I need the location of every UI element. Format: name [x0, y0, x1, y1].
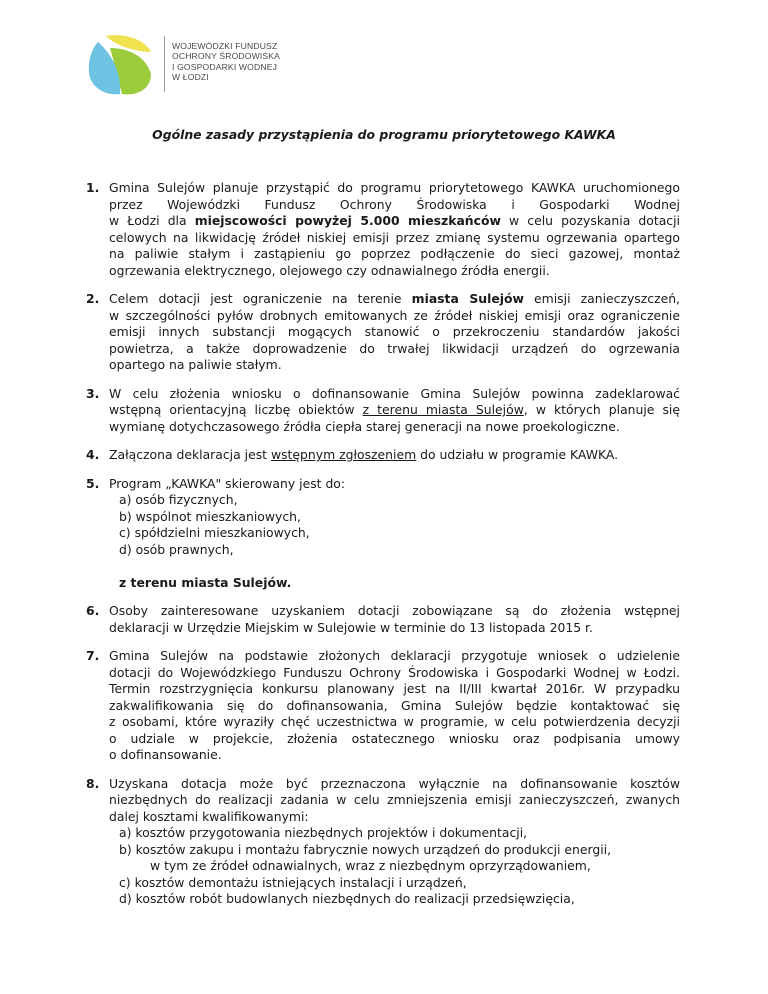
underlined-text: wstępnym zgłoszeniem: [270, 447, 417, 462]
rule-text-line: ogrzewania elektrycznego, olejowego czy odnawialnego źródła energii.: [109, 262, 550, 278]
text-run: w Łodzi dla: [109, 213, 195, 228]
rule-text-line: z osobami, które wyraziły chęć uczestnictwa w programie, w celu potwierdzenia decyzji: [109, 714, 680, 729]
logo-mark-icon: [88, 34, 152, 96]
rule-text-line: wymianę dotychczasowego źródła ciepła starej generacji na nowe proekologiczne.: [109, 418, 620, 434]
rule-number: 3.: [86, 385, 100, 401]
rule-number: 1.: [86, 180, 100, 195]
rule-text-line: w szczególności pyłów drobnych emitowanych ze źródeł niskiej emisji oraz ograniczenie: [109, 307, 680, 323]
rule-number: 8.: [86, 775, 100, 791]
rule-item-3: [86, 386, 680, 436]
rule-text-line: W celu złożenia wniosku o dofinansowanie Gmina Sulejów powinna zadeklarować: [109, 385, 680, 401]
rule-number: 6.: [86, 603, 100, 618]
text-run: w celu pozyskania dotacji: [500, 213, 680, 228]
rule-text-line: Gmina Sulejów planuje przystąpić do programu priorytetowego KAWKA uruchomionego: [109, 180, 680, 195]
rule-text-line: deklaracji w Urzędzie Miejskim w Sulejowie w terminie do 13 listopada 2015 r.: [109, 619, 593, 635]
rule-item-8: [86, 776, 680, 908]
text-run: emisji zanieczyszczeń,: [523, 291, 680, 306]
rule-text-line: emisji innych substancji mogących stanowić o przekroczeniu standardów jakości: [109, 324, 680, 339]
rule-text-line: dotacji do Wojewódzkiego Funduszu Ochrony Środowiska i Gospodarki Wodnej w Łodzi.: [109, 664, 680, 680]
rule-text-line: Program „KAWKA" skierowany jest do:: [109, 475, 346, 491]
logo-divider: [164, 36, 165, 92]
rule-text-line: [109, 402, 680, 419]
rule-item-1: [86, 180, 680, 279]
rule-text-line: o udziale w projekcie, złożenia ostatecznego wniosku oraz podpisania umowy: [109, 730, 680, 746]
sub-item: d) osób prawnych,: [119, 541, 234, 557]
logo-text: [172, 41, 280, 83]
sub-item: b) kosztów zakupu i montażu fabrycznie nowych urządzeń do produkcji energii,: [119, 841, 612, 857]
rule-item-4: [86, 447, 680, 464]
sub-item: c) spółdzielni mieszkaniowych,: [119, 525, 310, 540]
rule-text-line: opartego na paliwie stałym.: [109, 357, 282, 372]
text-run: do udziału w programie KAWKA.: [416, 447, 619, 462]
logo-line-1: WOJEWÓDZKI FUNDUSZ: [172, 41, 278, 51]
rule-item-6: [86, 603, 680, 636]
bold-text: miejscowości powyżej 5.000 mieszkańców: [194, 213, 501, 228]
sub-item-continuation: w tym ze źródeł odnawialnych, wraz z niezbędnym oprzyrządowaniem,: [150, 858, 591, 873]
rule-text-line: zakwalifikowania się do dofinansowania, Gmina Sulejów będzie kontaktować się: [109, 697, 680, 713]
sub-item: d) kosztów robót budowlanych niezbędnych do realizacji przedsięwzięcia,: [119, 891, 575, 906]
rule-text-line: Uzyskana dotacja może być przeznaczona wyłącznie na dofinansowanie kosztów: [109, 775, 680, 791]
text-run: wstępną orientacyjną liczbę obiektów: [109, 402, 363, 417]
rule-number: 7.: [86, 648, 100, 663]
bold-closing: [109, 575, 680, 592]
text-run: , w których planuje się: [523, 402, 681, 417]
rule-number: 2.: [86, 291, 100, 306]
rule-text-line: [109, 291, 680, 308]
rule-text-line: celowych na likwidację źródeł niskiej emisji przez zmianę systemu ogrzewania opartego: [109, 229, 680, 245]
bold-text: z terenu miasta Sulejów.: [119, 574, 292, 590]
text-run: Celem dotacji jest ograniczenie na terenie: [109, 291, 412, 306]
logo-line-3: I GOSPODARKI WODNEJ: [172, 61, 278, 72]
rule-text-line: Gmina Sulejów na podstawie złożonych deklaracji przygotuje wniosek o udzielenie: [109, 648, 680, 663]
rule-text-line: na paliwie stałym i zastąpieniu go poprzez podłączenie do sieci gazowej, montaż: [109, 246, 680, 261]
rule-item-2: [86, 291, 680, 374]
logo-line-4: W ŁODZI: [172, 72, 209, 83]
rule-text-line: o dofinansowanie.: [109, 747, 222, 762]
rule-text-line: [109, 213, 680, 230]
rules-list: [86, 180, 680, 920]
sub-item: c) kosztów demontażu istniejących instalacji i urządzeń,: [119, 874, 467, 890]
rule-item-7: [86, 648, 680, 764]
rule-text-line: Termin rozstrzygnięcia konkursu planowany jest na II/III kwartał 2016r. W przypadku: [109, 681, 680, 696]
underlined-text: z terenu miasta Sulejów: [362, 402, 524, 417]
text-run: Załączona deklaracja jest: [109, 447, 271, 462]
sub-item: a) kosztów przygotowania niezbędnych projektów i dokumentacji,: [119, 825, 528, 840]
document-title: Ogólne zasady przystąpienia do programu priorytetowego KAWKA: [152, 127, 616, 142]
wfosigw-logo: [88, 34, 328, 96]
sub-item: a) osób fizycznych,: [119, 492, 238, 507]
rule-text-line: niezbędnych do realizacji zadania w celu zmniejszenia emisji zanieczyszczeń, zwanych: [109, 792, 680, 807]
rule-text-line: dalej kosztami kwalifikowanymi:: [109, 808, 309, 824]
rule-text-line: powietrza, a także doprowadzenie do trwałej likwidacji urządzeń do ogrzewania: [109, 340, 680, 356]
sub-item: b) wspólnot mieszkaniowych,: [119, 508, 301, 524]
logo-line-2: OCHRONY ŚRODOWISKA: [172, 51, 281, 62]
rule-text-line: przez Wojewódzki Fundusz Ochrony Środowiska i Gospodarki Wodnej: [109, 196, 680, 212]
rule-item-5: [86, 476, 680, 592]
rule-number: 4.: [86, 447, 100, 462]
spacer: [109, 558, 680, 575]
bold-text: miasta Sulejów: [411, 291, 524, 306]
rule-text-line: Osoby zainteresowane uzyskaniem dotacji zobowiązane są do złożenia wstępnej: [109, 603, 680, 618]
rule-text-line: [109, 447, 680, 464]
rule-number: 5.: [86, 475, 100, 491]
